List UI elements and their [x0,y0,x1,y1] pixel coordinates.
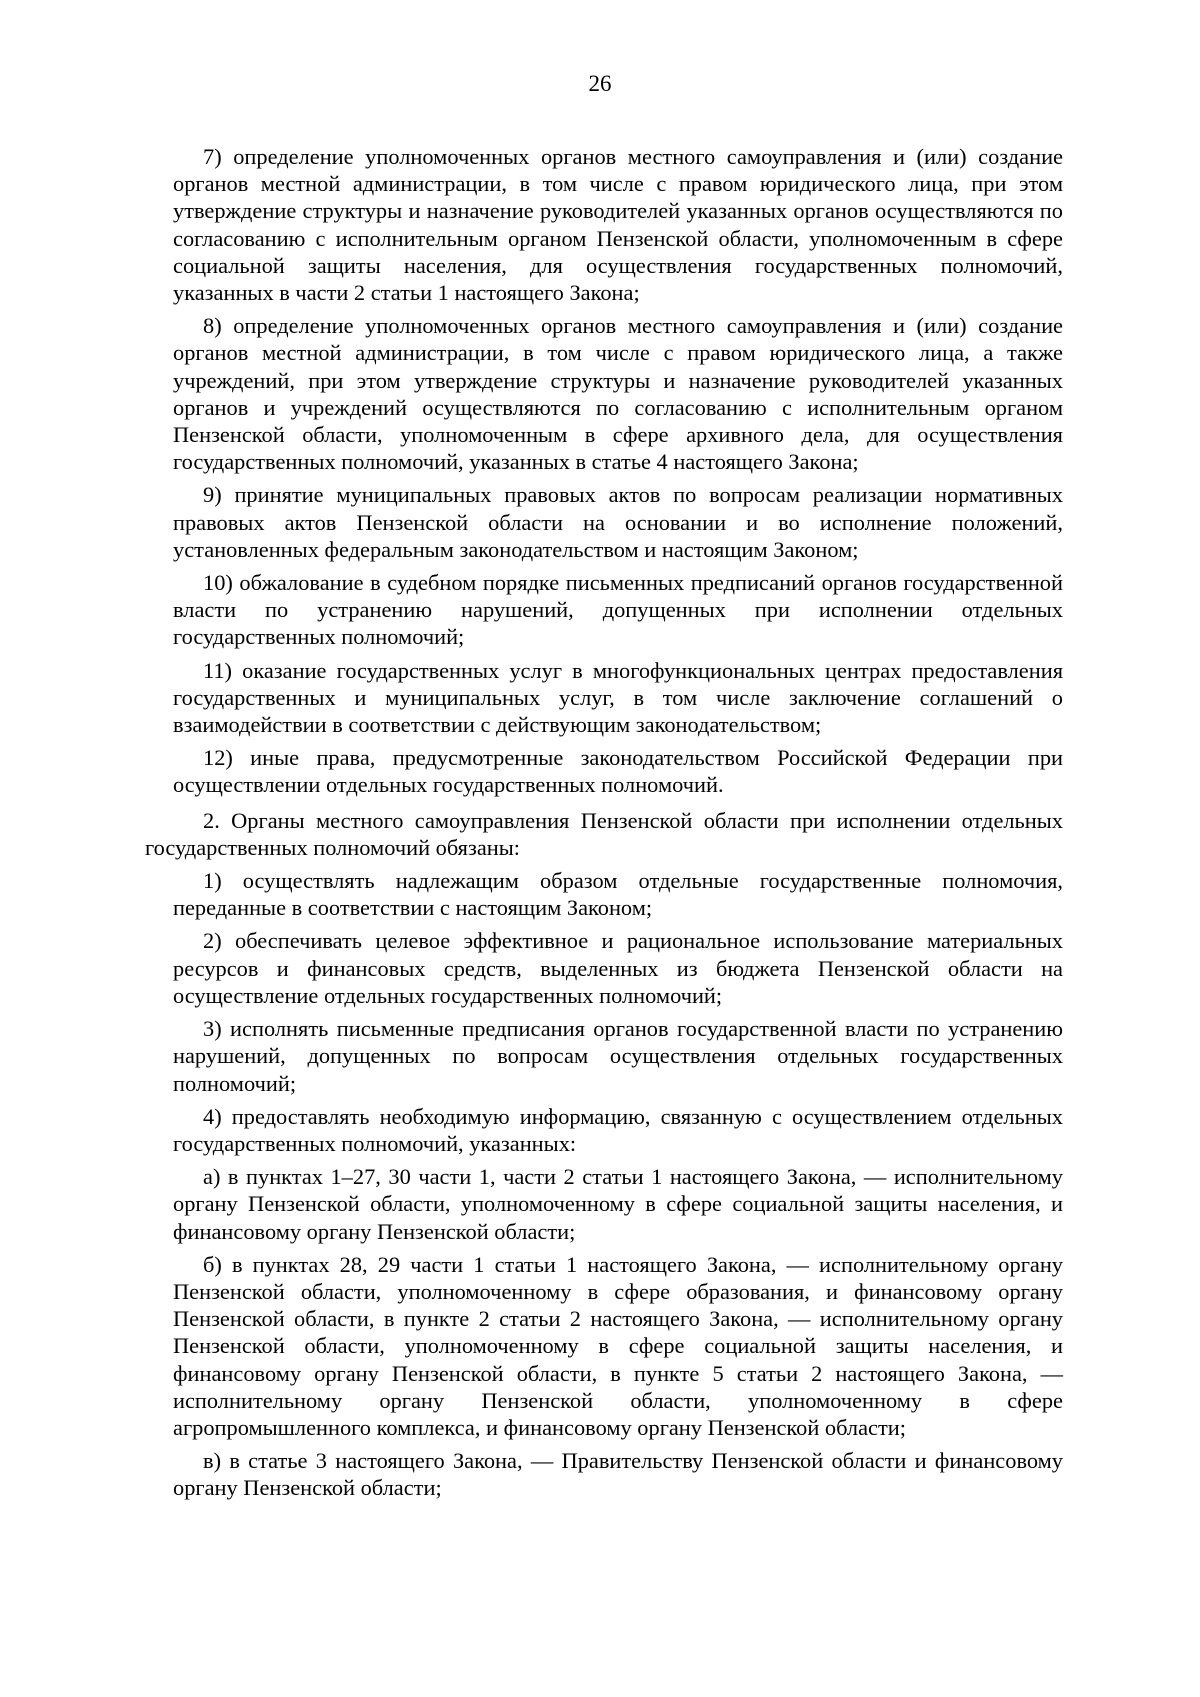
paragraph-section-2: 2. Органы местного самоуправления Пензенской области при исполнении отдельных государственных полномочий обязаны: [145,807,1063,860]
paragraph-item-11: 11) оказание государственных услуг в многофункциональных центрах предоставления государственных и муниципальных услуг, в том числе заключение соглашений о взаимодействии в соответствии с действующим законодательством; [173,657,1063,738]
paragraph-subitem-a: а) в пунктах 1–27, 30 части 1, части 2 статьи 1 настоящего Закона, — исполнительному органу Пензенской области, уполномоченному в сфере социальной защиты населения, и финансовому органу Пензенской области; [173,1164,1063,1244]
paragraph-item-7: 7) определение уполномоченных органов местного самоуправления и (или) создание органов местной администрации, в том числе с правом юридического лица, при этом утверждение структуры и назначение руководителей указанных органов осуществляются по согласованию с исполнительным органом Пензенской области, уполномоченным в сфере социальной защиты населения, для осуществления государственных полномочий, указанных в части 2 статьи 1 настоящего Закона; [173,144,1063,306]
paragraph-subitem-b: б) в пунктах 28, 29 части 1 статьи 1 настоящего Закона, — исполнительному органу Пензенской области, уполномоченному в сфере образования, и финансовому органу Пензенской области, в пункте 2 статьи 2 настоящего Закона, — исполнительному органу Пензенской области, уполномоченному в сфере социальной защиты населения, и финансовому органу Пензенской области, в пункте 5 статьи 2 настоящего Закона, — исполнительному органу Пензенской области, уполномоченному в сфере агропромышленного комплекса, и финансовому органу Пензенской области; [173,1251,1063,1440]
paragraph-item-10: 10) обжалование в судебном порядке письменных предписаний органов государственной власти по устранению нарушений, допущенных при исполнении отдельных государственных полномочий; [173,570,1063,650]
paragraph-duty-4: 4) предоставлять необходимую информацию, связанную с осуществлением отдельных государственных полномочий, указанных: [173,1103,1063,1156]
paragraph-duty-3: 3) исполнять письменные предписания органов государственной власти по устранению нарушений, допущенных по вопросам осуществления отдельных государственных полномочий; [173,1016,1063,1096]
paragraph-subitem-v: в) в статье 3 настоящего Закона, — Правительству Пензенской области и финансовому органу Пензенской области; [173,1448,1063,1501]
paragraph-item-12: 12) иные права, предусмотренные законодательством Российской Федерации при осуществлении отдельных государственных полномочий. [173,745,1063,798]
paragraph-duty-2: 2) обеспечивать целевое эффективное и рациональное использование материальных ресурсов и финансовых средств, выделенных из бюджета Пензенской области на осуществление отдельных государственных полномочий; [173,928,1063,1008]
paragraph-duty-1: 1) осуществлять надлежащим образом отдельные государственные полномочия, переданные в соответствии с настоящим Законом; [173,868,1063,921]
page-number: 26 [588,71,612,96]
paragraph-item-9: 9) принятие муниципальных правовых актов по вопросам реализации нормативных правовых актов Пензенской области на основании и во исполнение положений, установленных федеральным законодательством и настоящим Законом; [173,482,1063,562]
paragraph-item-8: 8) определение уполномоченных органов местного самоуправления и (или) создание органов местной администрации, в том числе с правом юридического лица, а также учреждений, при этом утверждение структуры и назначение руководителей указанных органов и учреждений осуществляются по согласованию с исполнительным органом Пензенской области, уполномоченным в сфере архивного дела, для осуществления государственных полномочий, указанных в статье 4 настоящего Закона; [173,313,1063,475]
document-body [145,143,1063,1508]
